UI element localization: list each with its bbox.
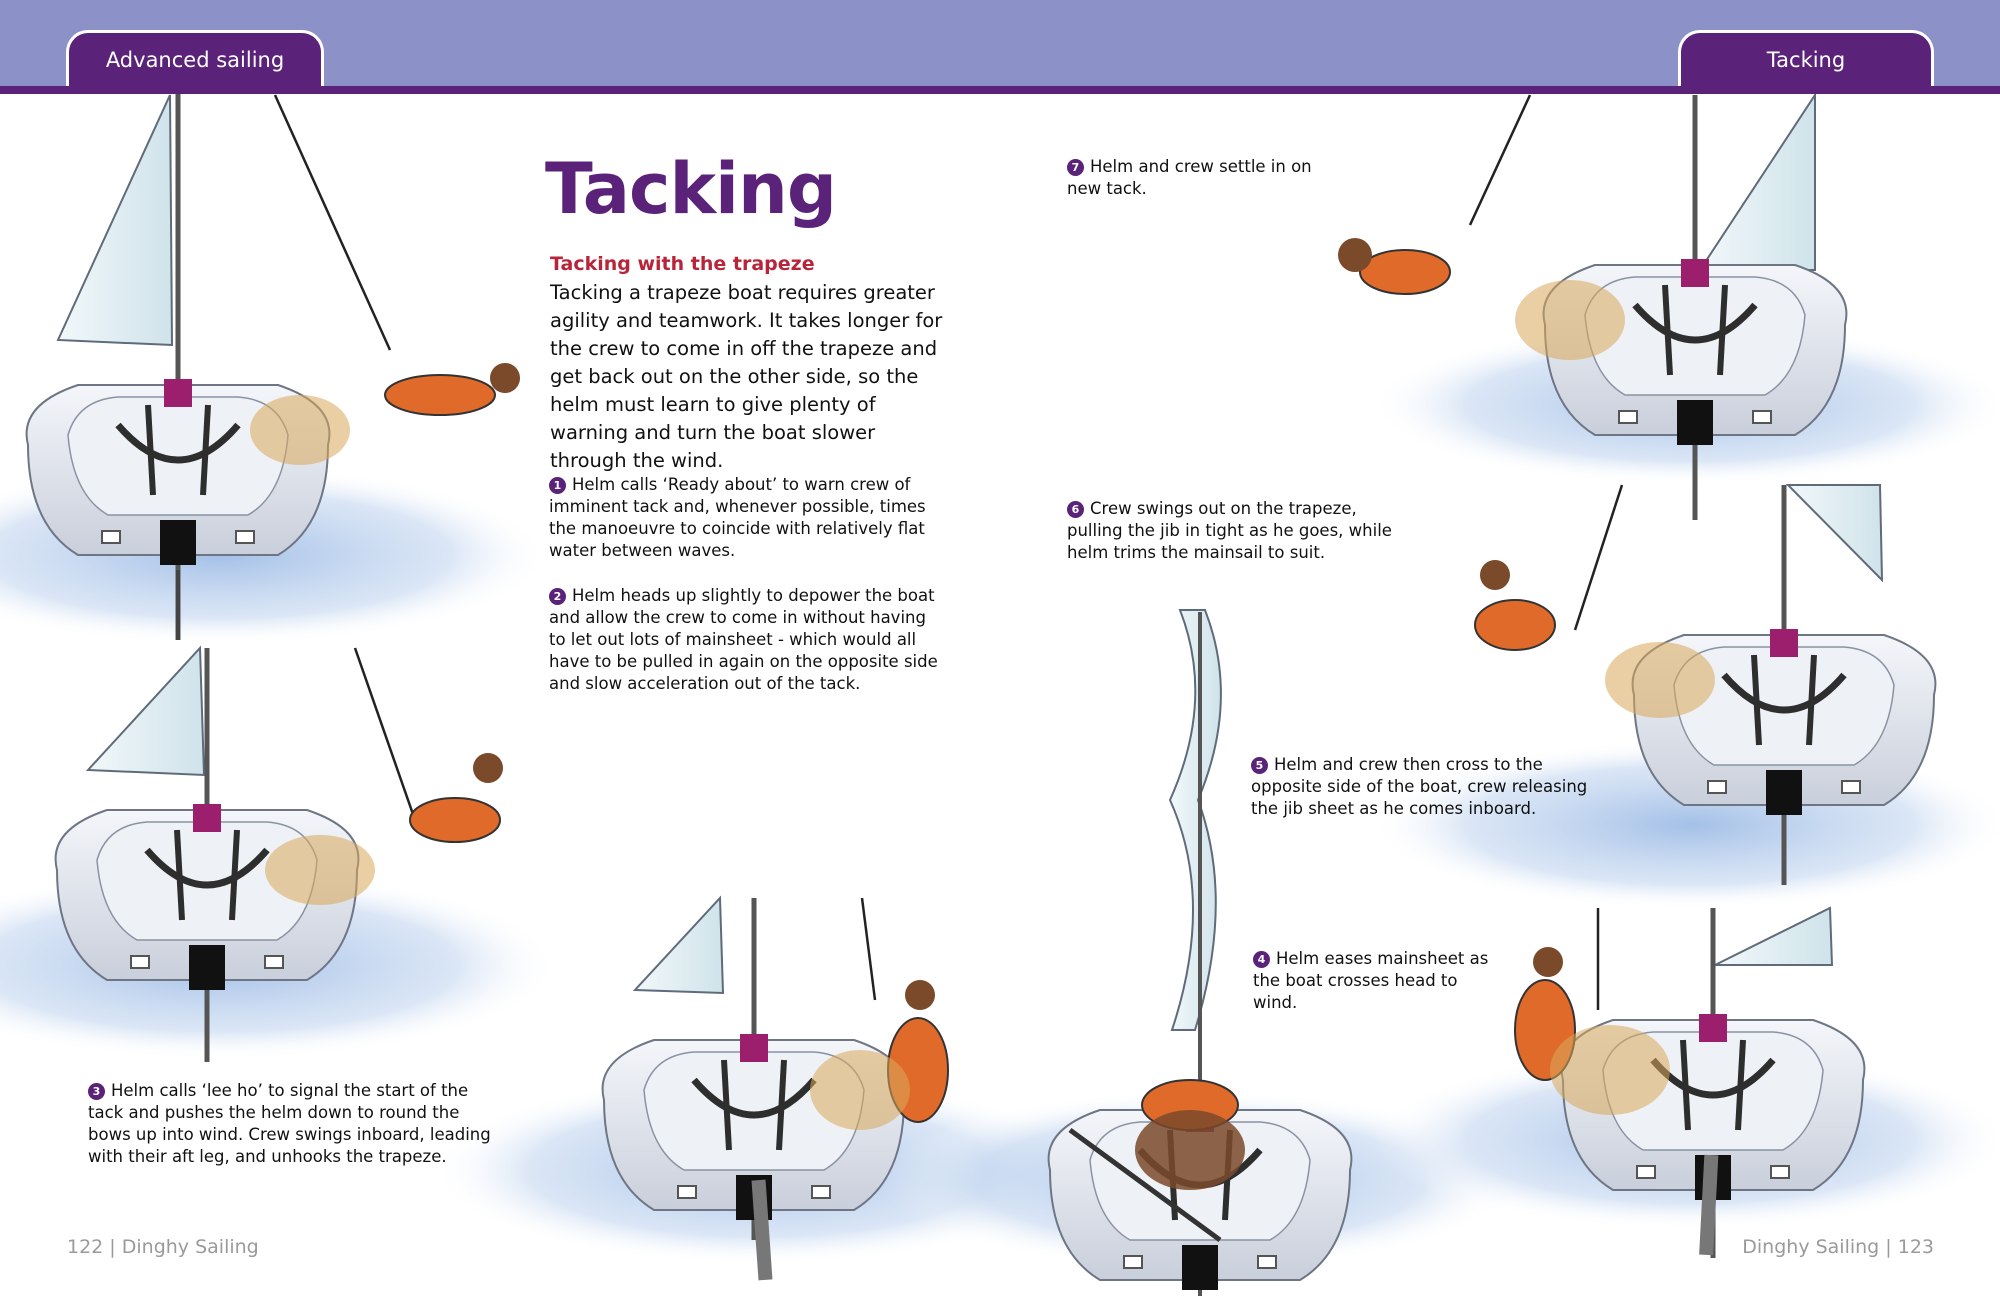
step-2-caption — [549, 585, 939, 695]
step-number-badge: 7 — [1067, 159, 1084, 176]
step-6-caption — [1067, 498, 1407, 564]
step-2-text: Helm heads up slightly to depower the boat and allow the crew to come in without having to let out lots of mainsheet - which would all have to be pulled in again on the opposite side and slow acceleration out of the tack. — [549, 586, 938, 693]
step-7-text: Helm and crew settle in on new tack. — [1067, 157, 1312, 198]
step-number-badge: 1 — [549, 477, 566, 494]
page-title: Tacking — [545, 148, 836, 230]
step-7-caption — [1067, 156, 1327, 200]
step-5-caption — [1251, 754, 1591, 820]
step-1-text: Helm calls ‘Ready about’ to warn crew of imminent tack and, whenever possible, times the manoeuvre to coincide with relatively flat water between waves. — [549, 475, 926, 560]
page-folio-left: 122 | Dinghy Sailing — [67, 1236, 259, 1258]
step-6-text: Crew swings out on the trapeze, pulling the jib in tight as he goes, while helm trims the mainsail to suit. — [1067, 499, 1392, 562]
step-4-text: Helm eases mainsheet as the boat crosses head to wind. — [1253, 949, 1489, 1012]
step-number-badge: 5 — [1251, 757, 1268, 774]
step-number-badge: 4 — [1253, 951, 1270, 968]
intro-paragraph: Tacking a trapeze boat requires greater agility and teamwork. It takes longer for the crew to come in off the trapeze and get back out on the other side, so the helm must learn to give plenty of warning and turn the boat slower through the wind. — [550, 281, 943, 472]
step-3-caption — [88, 1080, 498, 1168]
section-tab-right: Tacking — [1678, 30, 1934, 86]
step-number-badge: 6 — [1067, 501, 1084, 518]
section-tab-left: Advanced sailing — [66, 30, 324, 86]
step-1-caption — [549, 474, 929, 562]
section-subheading: Tacking with the trapeze — [550, 253, 815, 275]
step-number-badge: 2 — [549, 588, 566, 605]
step-number-badge: 3 — [88, 1083, 105, 1100]
step-4-caption — [1253, 948, 1503, 1014]
step-5-text: Helm and crew then cross to the opposite side of the boat, crew releasing the jib sheet as he comes inboard. — [1251, 755, 1588, 818]
step-3-text: Helm calls ‘lee ho’ to signal the start of the tack and pushes the helm down to round the bows up into wind. Crew swings inboard, leading with their aft leg, and unhooks the trapeze. — [88, 1081, 491, 1166]
page-folio-right: Dinghy Sailing | 123 — [1742, 1236, 1934, 1258]
